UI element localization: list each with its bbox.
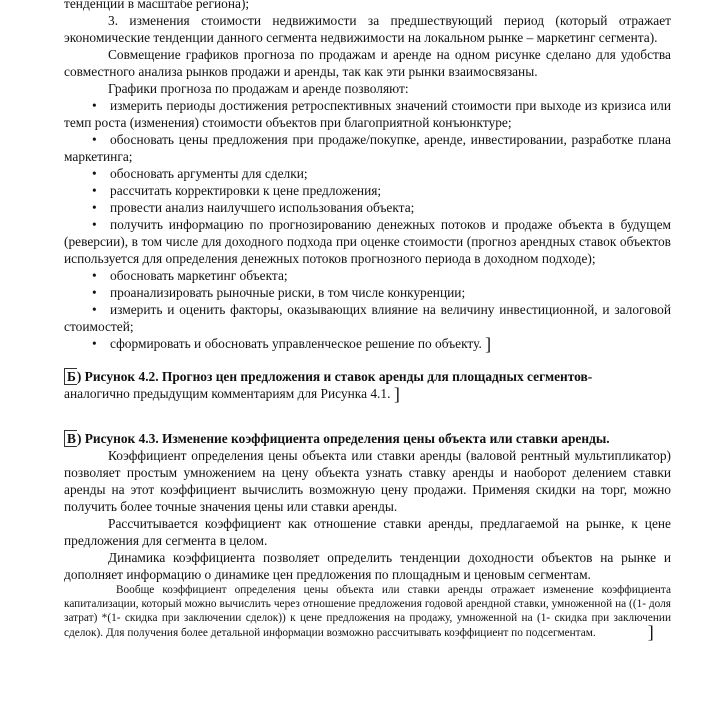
- paragraph-allow: Графики прогноза по продажам и аренде позволяют:: [108, 81, 409, 96]
- paragraph-footnote: Вообще коэффициент определения цены объекта или ставки аренды отражает изменение коэффициента капитализации, который можно вычислить через отношение предложения годовой арендной ставки, умноженной на ((1- доля затрат) *(1- скидка при заключении сделок)) к цене предложения на продажу, умноженной на (1- скидка при заключении сделок). Для получения более детальной информации возможно рассчитывать коэффициент по подсегментам. ]: [64, 584, 671, 642]
- bullet-icon: •: [92, 268, 97, 283]
- section-b-text: аналогично предыдущим комментариям для Рисунка 4.1. ]: [64, 384, 400, 404]
- bullet-icon: •: [92, 302, 97, 317]
- bullet-icon: •: [92, 166, 97, 181]
- paragraph-combine: Совмещение графиков прогноза по продажам и аренде на одном рисунке сделано для удобства совместного анализа рынков продажи и аренды, так как эти рынки взаимосвязаны.: [64, 47, 671, 79]
- bullet-icon: •: [92, 200, 97, 215]
- paragraph-calculation: Рассчитывается коэффициент как отношение ставки аренды, предлагаемой на рынке, к цене предложения для сегмента в целом.: [64, 516, 671, 548]
- text-line-top: тенденции в масштабе региона);: [64, 0, 250, 11]
- bracket-close-mark: ]: [393, 384, 400, 404]
- list-item: • обосновать цены предложения при продаже/покупке, аренде, инвестировании, разработке плана маркетинга;: [64, 132, 671, 164]
- list-item: • провести анализ наилучшего использования объекта;: [92, 200, 415, 215]
- list-item: • рассчитать корректировки к цене предложения;: [92, 183, 382, 198]
- bullet-list: [64, 97, 671, 352]
- section-v-letter: В: [64, 430, 77, 447]
- bracket-close-mark: ]: [485, 334, 492, 354]
- list-item: • проанализировать рыночные риски, в том числе конкуренции;: [92, 285, 466, 300]
- list-item: • обосновать маркетинг объекта;: [92, 268, 288, 283]
- spacer: [64, 402, 671, 430]
- list-item: • обосновать аргументы для сделки;: [92, 166, 308, 181]
- section-b-heading: Б) Рисунок 4.2. Прогноз цен предложения и ставок аренды для площадных сегментов-: [64, 368, 671, 385]
- list-item: • сформировать и обосновать управленческое решение по объекту. ]: [92, 334, 492, 354]
- spacer: [64, 352, 671, 368]
- list-item: • измерить и оценить факторы, оказывающих влияние на величину инвестиционной, и залоговой стоимостей;: [64, 302, 671, 334]
- list-item: • получить информацию по прогнозированию денежных потоков и продаже объекта в будущем (реверсии), в том числе для доходного подхода при оценке стоимости (прогноз арендных ставок объектов используется для определения денежных потоков прогнозного периода в доходном подходе);: [64, 217, 671, 266]
- bullet-icon: •: [92, 98, 97, 113]
- bracket-close-mark: ]: [647, 622, 654, 642]
- list-item: • измерить периоды достижения ретроспективных значений стоимости при выходе из кризиса или темп роста (изменения) стоимости объектов при благоприятной конъюнктуре;: [64, 98, 671, 130]
- section-v-heading: В) Рисунок 4.3. Изменение коэффициента определения цены объекта или ставки аренды.: [64, 430, 671, 447]
- bullet-icon: •: [92, 183, 97, 198]
- paragraph-dynamics: Динамика коэффициента позволяет определить тенденции доходности объектов на рынке и дополняет информацию о динамике цен предложения по площадным и ценовым сегментам.: [64, 550, 671, 582]
- list-item-3: 3. изменения стоимости недвижимости за предшествующий период (который отражает экономические тенденции данного сегмента недвижимости на локальном рынке – маркетинг сегмента).: [64, 13, 671, 45]
- paragraph-coefficient: Коэффициент определения цены объекта или ставки аренды (валовой рентный мультипликатор) позволяет простым умножением на цену объекта узнать ставку аренды и наоборот делением ставки аренды на этот коэффициент вычислить возможную цену продажи. Применяя скидки на торг, можно получить более точные значения цены или ставки аренды.: [64, 448, 671, 514]
- bullet-icon: •: [92, 217, 97, 232]
- section-b-letter: Б: [64, 368, 77, 385]
- bullet-icon: •: [92, 336, 97, 351]
- bullet-icon: •: [92, 132, 97, 147]
- bullet-icon: •: [92, 285, 97, 300]
